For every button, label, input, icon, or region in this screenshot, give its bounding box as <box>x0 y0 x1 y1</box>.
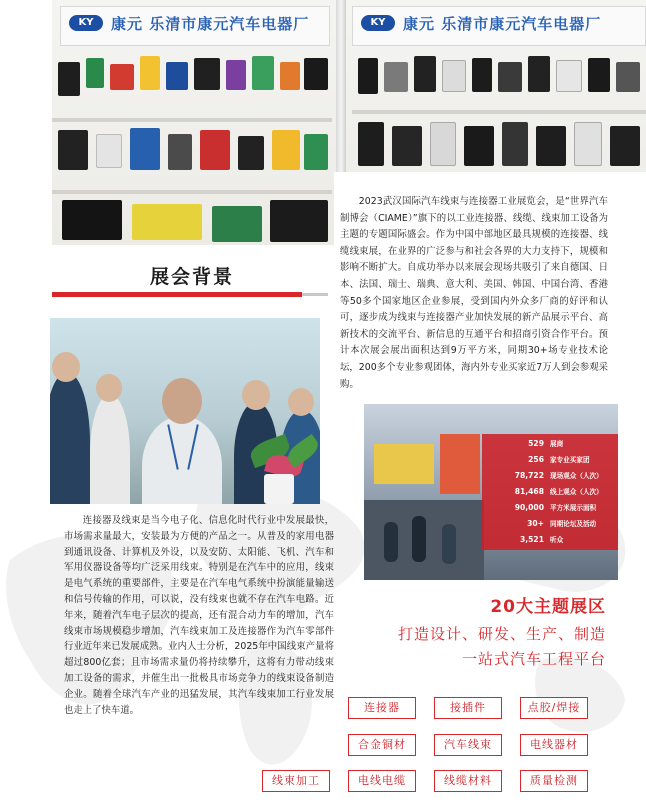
tag-cable-material: 线缆材料 <box>434 770 502 792</box>
connector-sample <box>110 64 134 90</box>
connector-sample <box>62 200 122 240</box>
connector-sample <box>96 134 122 168</box>
exhibitor-signboard-left <box>60 6 330 46</box>
main-attendee <box>142 416 222 504</box>
connector-sample <box>304 134 328 170</box>
connector-sample <box>58 62 80 96</box>
connector-sample <box>610 126 640 166</box>
visitor <box>442 524 456 564</box>
theme-zones-title: 20大主题展区 <box>490 597 606 617</box>
connector-sample <box>536 126 566 166</box>
tag-plug-socket: 接插件 <box>434 697 502 719</box>
connector-sample <box>392 126 422 166</box>
conference-photo <box>50 318 320 504</box>
ky-logo: KY <box>69 15 103 31</box>
connector-sample <box>472 58 492 92</box>
exhibitor-signboard-right <box>352 6 646 46</box>
intro-box <box>334 172 646 394</box>
connector-sample <box>442 60 466 92</box>
connector-sample <box>502 122 528 166</box>
connector-sample <box>238 136 264 170</box>
connector-sample <box>270 200 328 242</box>
display-shelf <box>352 110 646 114</box>
stat-row: 81,468 线上观众（人次） <box>514 486 603 496</box>
connector-sample <box>304 58 328 90</box>
heading-underline-grey <box>302 293 328 296</box>
display-shelf <box>52 118 332 122</box>
signboard-text-left: 康元 乐清市康元汽车电器厂 <box>111 15 310 33</box>
booth-sign <box>440 434 480 494</box>
connector-sample <box>212 206 262 242</box>
connector-sample <box>616 62 640 92</box>
connector-sample <box>498 62 522 92</box>
heading-underline <box>52 292 302 297</box>
visitor <box>384 522 398 562</box>
visitor <box>412 516 426 562</box>
theme-subtitle-line2: 一站式汽车工程平台 <box>461 650 606 668</box>
stat-row: 3,521 听众 <box>519 534 564 544</box>
connector-sample <box>574 122 602 166</box>
tag-auto-harness: 汽车线束 <box>434 734 502 756</box>
stat-row: 78,722 现场观众（人次） <box>514 470 603 480</box>
connector-sample <box>130 128 160 170</box>
connector-sample <box>358 122 384 166</box>
stat-row: 256 家专业买家团 <box>528 454 590 464</box>
stat-row: 529 展商 <box>528 438 564 448</box>
connector-sample <box>86 58 104 88</box>
connector-sample <box>414 56 436 92</box>
attendee <box>50 372 90 504</box>
connector-sample <box>166 62 188 90</box>
connector-sample <box>200 130 230 170</box>
tag-alloy-copper: 合金铜材 <box>348 734 416 756</box>
display-shelf <box>52 190 332 194</box>
tag-wire-cable: 电线电缆 <box>348 770 416 792</box>
connector-sample <box>528 56 550 92</box>
connector-sample <box>58 130 88 170</box>
attendee-head <box>52 352 80 382</box>
tag-quality-inspection: 质量检测 <box>520 770 588 792</box>
attendee <box>90 394 130 504</box>
connector-sample <box>132 204 202 240</box>
section-heading: 展会背景 <box>150 266 235 288</box>
attendee-head <box>288 388 314 416</box>
connector-sample <box>430 122 456 166</box>
tag-connector: 连接器 <box>348 697 416 719</box>
connector-sample <box>384 62 408 92</box>
connector-sample <box>272 130 300 170</box>
booth-sign <box>374 444 434 484</box>
tag-wire-equipment: 电线器材 <box>520 734 588 756</box>
connector-sample <box>588 58 610 92</box>
background-paragraph: 连接器及线束是当今电子化、信息化时代行业中发展最快，市场需求量最大，安装最为方便的产品之一。从普及的家用电器到通讯设备、计算机及外设，以及安防、太阳能、飞机、汽车和军用仪器设备等均广泛采用线束。特别是在汽车中的应用，线束是电气系统的重要部件，主要是在汽车电气系统中扮演能量输送和信号传输的作用，可以说，没有线束也就不存在汽车电路。近年来，随着汽车电子层次的提高，还有混合动力车的增加，汽车线束市场规模稳步增加，汽车线束加工及连接器作为汽车零部件行业近年来已发展成熟。业内人士分析，2025年中国线束产量将超过800亿套；且市场需求量仍将持续攀升，这将有力带动线束加工设备的需求，并催生出一批极具市场竞争力的线束设备制造企业。随着全球汽车产业的迅猛发展，其汽车线束加工行业发展也走上了快车道。 <box>64 515 334 716</box>
connector-sample <box>140 56 160 90</box>
intro-paragraph: 2023武汉国际汽车线束与连接器工业展览会，是“世界汽车制博会（CIAME）”旗下的以工业连接器、线缆、线束加工设备为主题的专题国际盛会。作为中国中部地区最具规模的连接器、线缆线束展，在业界的广泛参与和社会各界的大力支持下，规模和影响不断扩大。自成功举办以来展会现场共吸引了来自德国、日本、法国、瑞士、瑞典、意大利、美国、韩国、中国台湾、香港等50多个国家地区企业参展，受到国内外众多厂商的好评和认可，逐步成为线束与连接器产业加快发展的新产品展示平台、高新技术的交流平台、新信息的互通平台和招商引资合作平台。预计本次展会展出面积达到9万平方米，同期30+场专业技术论坛，200多个专业参观团体，海内外专业买家近7万人到会参观采购。 <box>340 196 608 390</box>
connector-sample <box>194 58 220 90</box>
connector-sample <box>226 60 246 90</box>
main-attendee-head <box>162 378 202 424</box>
tag-dispensing-welding: 点胶/焊接 <box>520 697 588 719</box>
plant-pot <box>264 474 294 504</box>
exhibition-hall-photo <box>364 404 618 580</box>
stat-row: 30+ 同期论坛及活动 <box>527 518 597 528</box>
theme-subtitle-line1: 打造设计、研发、生产、制造 <box>397 625 606 643</box>
connector-sample <box>252 56 274 90</box>
ky-logo: KY <box>361 15 395 31</box>
connector-sample <box>556 60 582 92</box>
attendee-head <box>242 380 270 410</box>
stat-row: 90,000 平方米展示面积 <box>514 502 597 512</box>
signboard-text-right: 康元 乐清市康元汽车电器厂 <box>403 15 602 33</box>
tag-harness-processing: 线束加工 <box>262 770 330 792</box>
connector-sample <box>280 62 300 90</box>
attendee-head <box>96 374 122 402</box>
connector-sample <box>168 134 192 170</box>
connector-sample <box>358 58 378 94</box>
connector-sample <box>464 126 494 166</box>
